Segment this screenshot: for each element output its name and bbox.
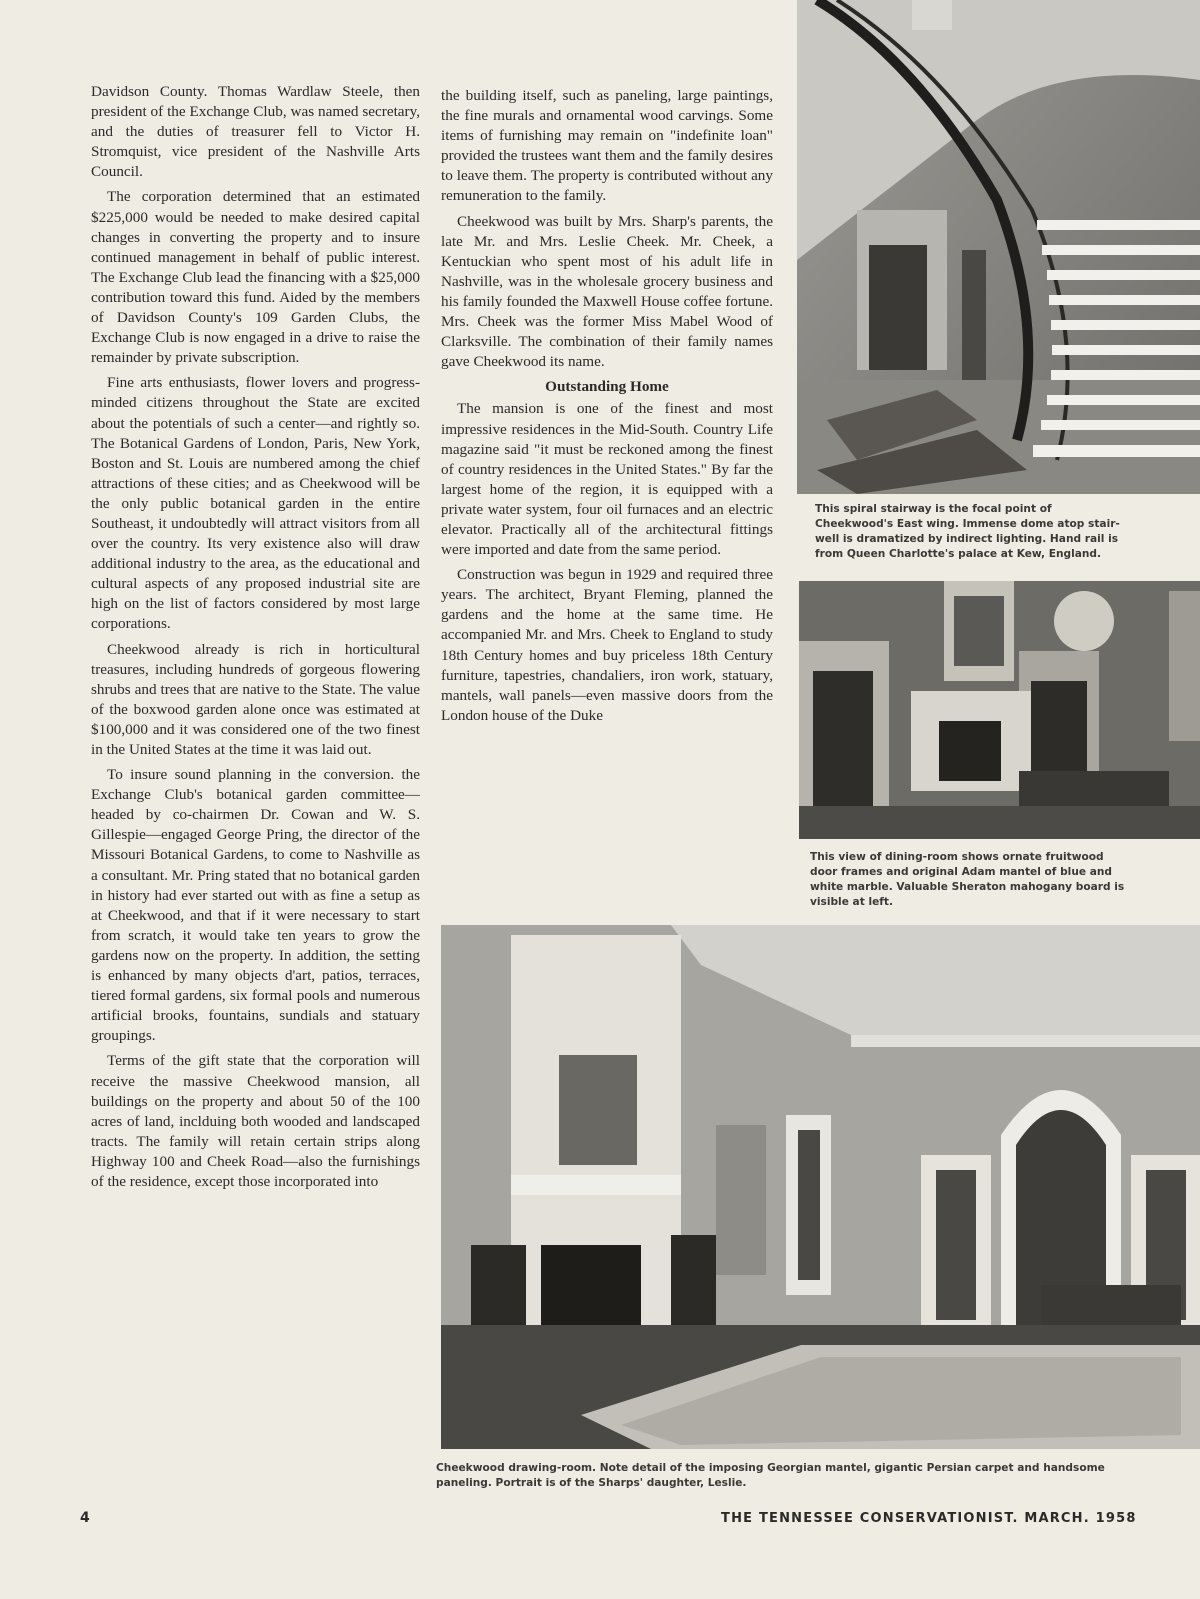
drawing-room-photo — [441, 925, 1200, 1449]
paragraph: Terms of the gift state that the corporation will receive the massive Cheekwood mansion, all buildings on the property and about 50 of the 100 acres of land, inclduing both wooded and landscaped tracts. The family will retain certain strips along Highway 100 and Cheek Road—also the furnishings of the residence, except those incorporated into — [91, 1052, 420, 1190]
section-subheading: Outstanding Home — [545, 378, 669, 396]
article-column-1 — [91, 82, 420, 1197]
article-column-2 — [441, 86, 773, 731]
publication-line: THE TENNESSEE CONSERVATIONIST. MARCH. 1958 — [721, 1511, 1137, 1526]
paragraph: Fine arts enthusiasts, flower lovers and progress-minded citizens throughout the State are excited about the potentials of such a center—and rightly so. The Botanical Gardens of London, Paris, New York, Boston and St. Louis are numbered among the chief attractions of these cities; and as Cheekwood will be the only public botanical garden in the entire Southeast, it undoubtedly will attract visitors from all over the country. Its very existence also will draw additional industry to the area, as the educational and cultural aspects of any proposed industrial site are high on the list of factors considered by most large corporations. — [91, 374, 420, 633]
paragraph: The mansion is one of the finest and most impressive residences in the Mid-South. Country Life magazine said "it must be reckoned among the finest of country residences in the United States." By far the largest home of the region, it is equipped with a private water system, four oil furnaces and an electric elevator. Practically all of the architectural fittings were imported and date from the same period. — [441, 400, 773, 559]
page-number: 4 — [80, 1510, 90, 1526]
stairway-caption: This spiral stairway is the focal point of Cheekwood's East wing. Immense dome atop stair-well is dramatized by indirect lighting. Hand rail is from Queen Charlotte's palace at Kew, England. — [815, 503, 1120, 560]
drawing-room-caption: Cheekwood drawing-room. Note detail of the imposing Georgian mantel, gigantic Persian carpet and handsome paneling. Portrait is of the Sharps' daughter, Leslie. — [436, 1462, 1105, 1489]
paragraph: the building itself, such as paneling, large paintings, the fine murals and ornamental wood carvings. Some items of furnishing may remain on "indefinite loan" provided the trustees want them and the family desires to leave them. The property is contributed without any remuneration to the family. — [441, 87, 773, 205]
dining-room-photo — [799, 581, 1200, 839]
paragraph: The corporation determined that an estimated $225,000 would be needed to make desired capital changes in converting the property and to insure continued management in behalf of public interest. The Exchange Club lead the financing with a $25,000 contribution toward this fund. Aided by the members of Davidson County's 109 Garden Clubs, the Exchange Club is now engaged in a drive to raise the remainder by private subscription. — [91, 188, 420, 367]
paragraph: Cheekwood already is rich in horticultural treasures, including hundreds of gorgeous flowering shrubs and trees that are native to the State. The value of the boxwood garden alone once was estimated at $100,000 and it was considered one of the two finest in the United States at the time it was laid out. — [91, 640, 420, 758]
paragraph: Construction was begun in 1929 and required three years. The architect, Bryant Fleming, planned the gardens and the home at the same time. He accompanied Mr. and Mrs. Cheek to England to study 18th Century homes and buy priceless 18th Century furniture, tapestries, chandaliers, iron work, statuary, mantels, wall panels—even massive doors from the London house of the Duke — [441, 566, 773, 724]
paragraph: Davidson County. Thomas Wardlaw Steele, then president of the Exchange Club, was named secretary, and the duties of treasurer fell to Victor H. Stromquist, vice president of the Nashville Arts Council. — [91, 83, 420, 181]
dining-room-caption: This view of dining-room shows ornate fruitwood door frames and original Adam mantel of blue and white marble. Valuable Sheraton mahogany board is visible at left. — [810, 851, 1125, 908]
paragraph: Cheekwood was built by Mrs. Sharp's parents, the late Mr. and Mrs. Leslie Cheek. Mr. Cheek, a Kentuckian who spent most of his adult life in Nashville, was in the wholesale grocery business and his family founded the Maxwell House coffee fortune. Mrs. Cheek was the former Miss Mabel Wood of Clarksville. The combination of their family names gave Cheekwood its name. — [441, 212, 773, 371]
paragraph: To insure sound planning in the conversion. the Exchange Club's botanical garden committee—headed by co-chairmen Dr. Cowan and W. S. Gillespie—engaged George Pring, the director of the Missouri Botanical Gardens, to come to Nashville as a consultant. Mr. Pring stated that no botanical garden in history had ever started out with as fine a setup as at Cheekwood, and that if it were necessary to start from scratch, it would take ten years to grow the gardens now on the property. In addition, the setting is enhanced by many objects d'art, patios, terraces, tiered formal gardens, six formal pools and numerous artificial brooks, fountains, sundials and statuary groupings. — [91, 766, 420, 1045]
stairway-photo — [797, 0, 1200, 494]
